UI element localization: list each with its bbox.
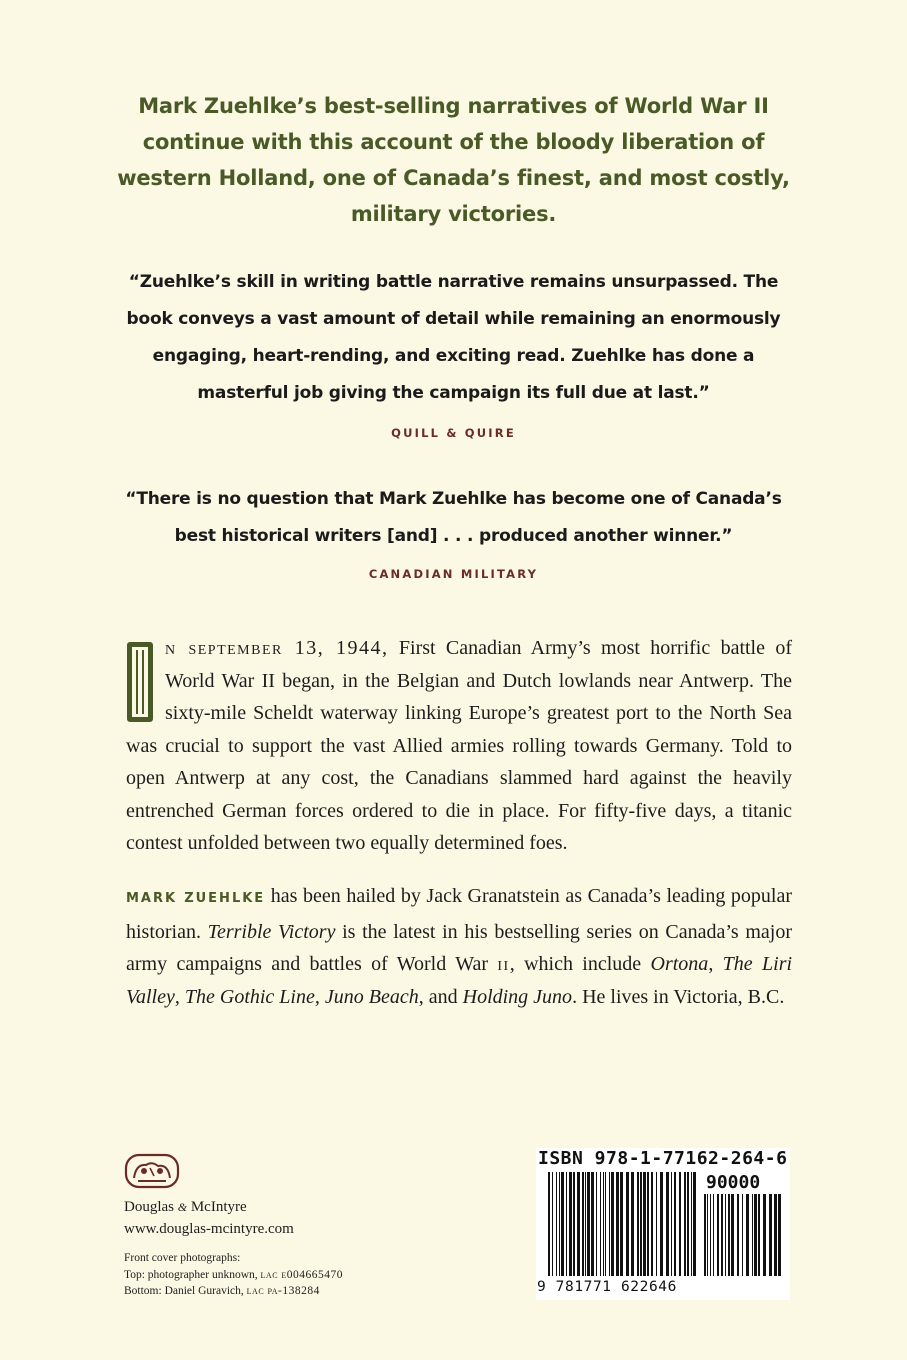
barcode-main-bar-0 xyxy=(548,1172,550,1276)
barcode-main-bar-27 xyxy=(651,1172,653,1276)
publisher-emblem-icon xyxy=(124,1152,180,1190)
barcode-main-bar-23 xyxy=(637,1172,639,1276)
barcode-main-bar-14 xyxy=(600,1172,601,1276)
description-lead-in: n september 13, 1944, xyxy=(165,637,389,659)
barcode-main-bar-31 xyxy=(671,1172,672,1276)
barcode-main-bar-18 xyxy=(611,1172,614,1276)
barcode-main-bar-11 xyxy=(587,1172,590,1276)
barcode-addon-bar-10 xyxy=(742,1194,743,1276)
barcode-main-bar-30 xyxy=(666,1172,669,1276)
barcode-addon-bar-9 xyxy=(737,1194,739,1276)
barcode-addon-bar-14 xyxy=(758,1194,760,1276)
barcode-main-bar-35 xyxy=(687,1172,689,1276)
barcode-addon-bar-3 xyxy=(713,1194,714,1276)
barcode-main-bar-16 xyxy=(605,1172,606,1276)
barcode-main-bar-37 xyxy=(693,1172,696,1276)
barcode-main-bar-5 xyxy=(566,1172,567,1276)
barcode-main-bar-15 xyxy=(603,1172,604,1276)
barcode-main-bar-19 xyxy=(616,1172,619,1276)
barcode-main-bar-3 xyxy=(559,1172,560,1276)
description-text: First Canadian Army’s most horrific battle of World War II began, in the Belgian and Dutch lowlands near Antwerp. The sixty-mile Scheldt waterway linking Europe’s greatest port to the North Sea was crucial to support the vast Allied armies rolling towards Germany. Told to open Antwerp at any cost, the Canadians slammed hard against the heavily entrenched German forces ordered to die in place. For fifty-five days, a titanic contest unfolded between two equally determined foes. xyxy=(126,637,792,854)
barcode-main-bar-12 xyxy=(591,1172,594,1276)
barcode-main-bar-6 xyxy=(569,1172,572,1276)
author-bio: MARK ZUEHLKE has been hailed by Jack Granatstein as Canada’s leading popular historian. Terrible Victory is the latest in his bestselling series on Canada’s major army campaigns and battles of World War ii, which include Ortona, The Liri Valley, The Gothic Line, Juno Beach, and Holding Juno. He lives in Victoria, B.C. xyxy=(126,885,793,1008)
latest-title: Terrible Victory xyxy=(207,920,336,943)
isbn-label: ISBN 978-1-77162-264-6 xyxy=(538,1148,788,1169)
barcode-main-bar-17 xyxy=(609,1172,610,1276)
review-quote-2: “There is no question that Mark Zuehlke has become one of Canada’s best historical writers [and] . . . produced another winner.” xyxy=(125,489,782,546)
barcode-main-bar-28 xyxy=(656,1172,657,1276)
author-name: MARK ZUEHLKE xyxy=(126,891,266,906)
barcode-addon-bar-0 xyxy=(704,1194,706,1276)
barcode-addon-bar-18 xyxy=(778,1194,781,1276)
publisher-name: Douglas & McIntyre xyxy=(124,1199,247,1215)
barcode-addon-bar-5 xyxy=(721,1194,723,1276)
barcode-addon-bar-2 xyxy=(710,1194,711,1276)
barcode-main-bar-2 xyxy=(556,1172,557,1276)
barcode-addon-bar-4 xyxy=(717,1194,719,1276)
barcode-addon-bar-8 xyxy=(731,1194,734,1276)
tagline: Mark Zuehlke’s best-selling narratives of World War II continue with this account of the bloody liberation of western Holland, one of Canada’s finest, and most costly, military victories. xyxy=(117,94,790,226)
review-source-2: CANADIAN MILITARY xyxy=(368,567,539,581)
barcode-main-bar-20 xyxy=(620,1172,623,1276)
barcode-addon-bar-7 xyxy=(728,1194,730,1276)
publisher-website[interactable]: www.douglas-mcintyre.com xyxy=(124,1221,294,1237)
barcode-addon-bar-13 xyxy=(754,1194,757,1276)
barcode-main-bar-36 xyxy=(691,1172,692,1276)
barcode-main-bar-8 xyxy=(577,1172,580,1276)
barcode-main-bar-29 xyxy=(660,1172,663,1276)
barcode-main-bar-34 xyxy=(684,1172,686,1276)
barcode-main-bar-10 xyxy=(585,1172,586,1276)
barcode-digits: 9 781771 622646 xyxy=(537,1279,677,1295)
review-quote-1: “Zuehlke’s skill in writing battle narrative remains unsurpassed. The book conveys a vast amount of detail while remaining an enormously engaging, heart-rending, and exciting read. Zuehlke has done a masterful job giving the campaign its full due at last.” xyxy=(126,272,781,403)
barcode-addon-bar-11 xyxy=(746,1194,749,1276)
book-description xyxy=(126,632,792,860)
barcode-addon-bar-17 xyxy=(774,1194,777,1276)
barcode-addon-bar-6 xyxy=(725,1194,726,1276)
barcode-addon-bar-12 xyxy=(752,1194,753,1276)
price-code: 90000 xyxy=(706,1172,761,1193)
barcode-main-bar-22 xyxy=(631,1172,634,1276)
dropcap-letter xyxy=(127,642,153,722)
barcode-main-bar-26 xyxy=(647,1172,649,1276)
isbn-barcode xyxy=(548,1172,698,1276)
barcode-main-bar-4 xyxy=(561,1172,564,1276)
barcode-main-bar-21 xyxy=(626,1172,629,1276)
barcode-main-bar-24 xyxy=(640,1172,642,1276)
barcode-main-bar-9 xyxy=(582,1172,584,1276)
price-barcode xyxy=(704,1194,784,1276)
barcode-main-bar-13 xyxy=(596,1172,597,1276)
review-source-1: QUILL & QUIRE xyxy=(391,426,516,440)
publisher-info xyxy=(124,1196,294,1240)
barcode-main-bar-1 xyxy=(552,1172,553,1276)
barcode-addon-bar-15 xyxy=(763,1194,766,1276)
barcode-addon-bar-16 xyxy=(769,1194,772,1276)
barcode-addon-bar-1 xyxy=(707,1194,708,1276)
barcode-main-bar-32 xyxy=(674,1172,676,1276)
photo-credits: Front cover photographs: Top: photographer unknown, lac e004665470 Bottom: Daniel Guravich, lac pa-138284 xyxy=(124,1252,344,1297)
barcode-main-bar-33 xyxy=(679,1172,681,1276)
barcode-main-bar-25 xyxy=(643,1172,646,1276)
barcode-main-bar-7 xyxy=(573,1172,575,1276)
